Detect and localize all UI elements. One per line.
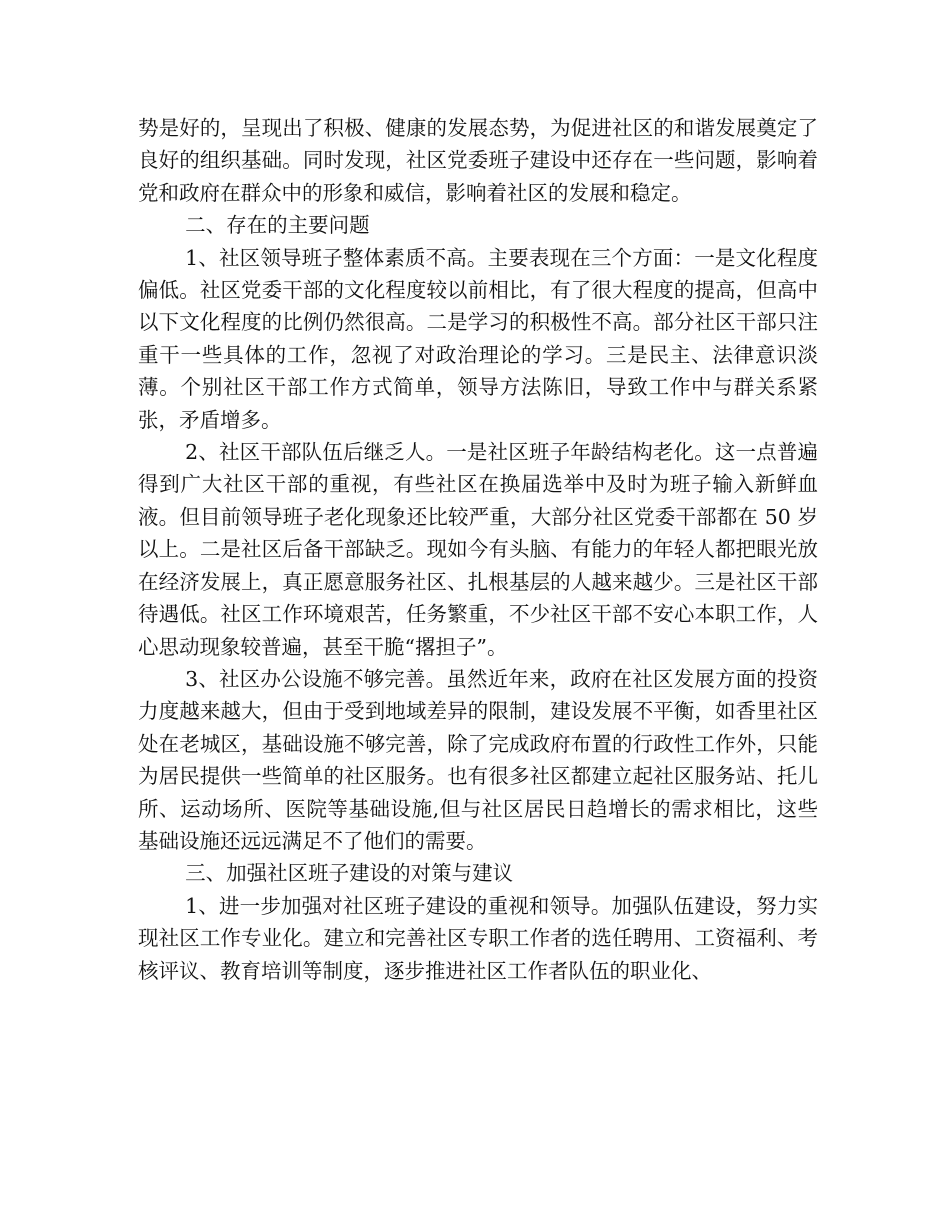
document-body [138, 112, 818, 987]
section-heading-2: 二、存在的主要问题 [185, 213, 370, 238]
body-paragraph: 1、社区领导班子整体素质不高。主要表现在三个方面：一是文化程度偏低。社区党委干部的文化程度较以前相比，有了很大程度的提高，但高中以下文化程度的比例仍然很高。二是学习的积极性不高。部分社区干部只注重干一些具体的工作，忽视了对政治理论的学习。三是民主、法律意识淡薄。个别社区干部工作方式简单，领导方法陈旧，导致工作中与群关系紧张，矛盾增多。 [138, 245, 818, 432]
body-paragraph: 势是好的，呈现出了积极、健康的发展态势，为促进社区的和谐发展奠定了良好的组织基础。同时发现，社区党委班子建设中还存在一些问题，影响着党和政府在群众中的形象和威信，影响着社区的发展和稳定。 [138, 116, 818, 205]
section-heading-3: 三、加强社区班子建设的对策与建议 [185, 861, 514, 886]
body-paragraph: 1、进一步加强对社区班子建设的重视和领导。加强队伍建设，努力实现社区工作专业化。建立和完善社区专职工作者的选任聘用、工资福利、考核评议、教育培训等制度，逐步推进社区工作者队伍的职业化、 [138, 893, 818, 983]
body-paragraph: 2、社区干部队伍后继乏人。一是社区班子年龄结构老化。这一点普遍得到广大社区干部的重视，有些社区在换届选举中及时为班子输入新鲜血液。但目前领导班子老化现象还比较严重，大部分社区党委干部都在 50 岁以上。二是社区后备干部缺乏。现如今有头脑、有能力的年轻人都把眼光放在经济发展上，真正愿意服务社区、扎根基层的人越来越少。三是社区干部待遇低。社区工作环境艰苦，任务繁重，不少社区干部不安心本职工作，人心思动现象较普遍，甚至干脆“撂担子”。 [138, 440, 818, 659]
body-paragraph: 3、社区办公设施不够完善。虽然近年来，政府在社区发展方面的投资力度越来越大，但由于受到地域差异的限制，建设发展不平衡，如香里社区处在老城区，基础设施不够完善，除了完成政府布置的行政性工作外，只能为居民提供一些简单的社区服务。也有很多社区都建立起社区服务站、托儿所、运动场所、医院等基础设施,但与社区居民日趋增长的需求相比，这些基础设施还远远满足不了他们的需要。 [138, 666, 818, 853]
